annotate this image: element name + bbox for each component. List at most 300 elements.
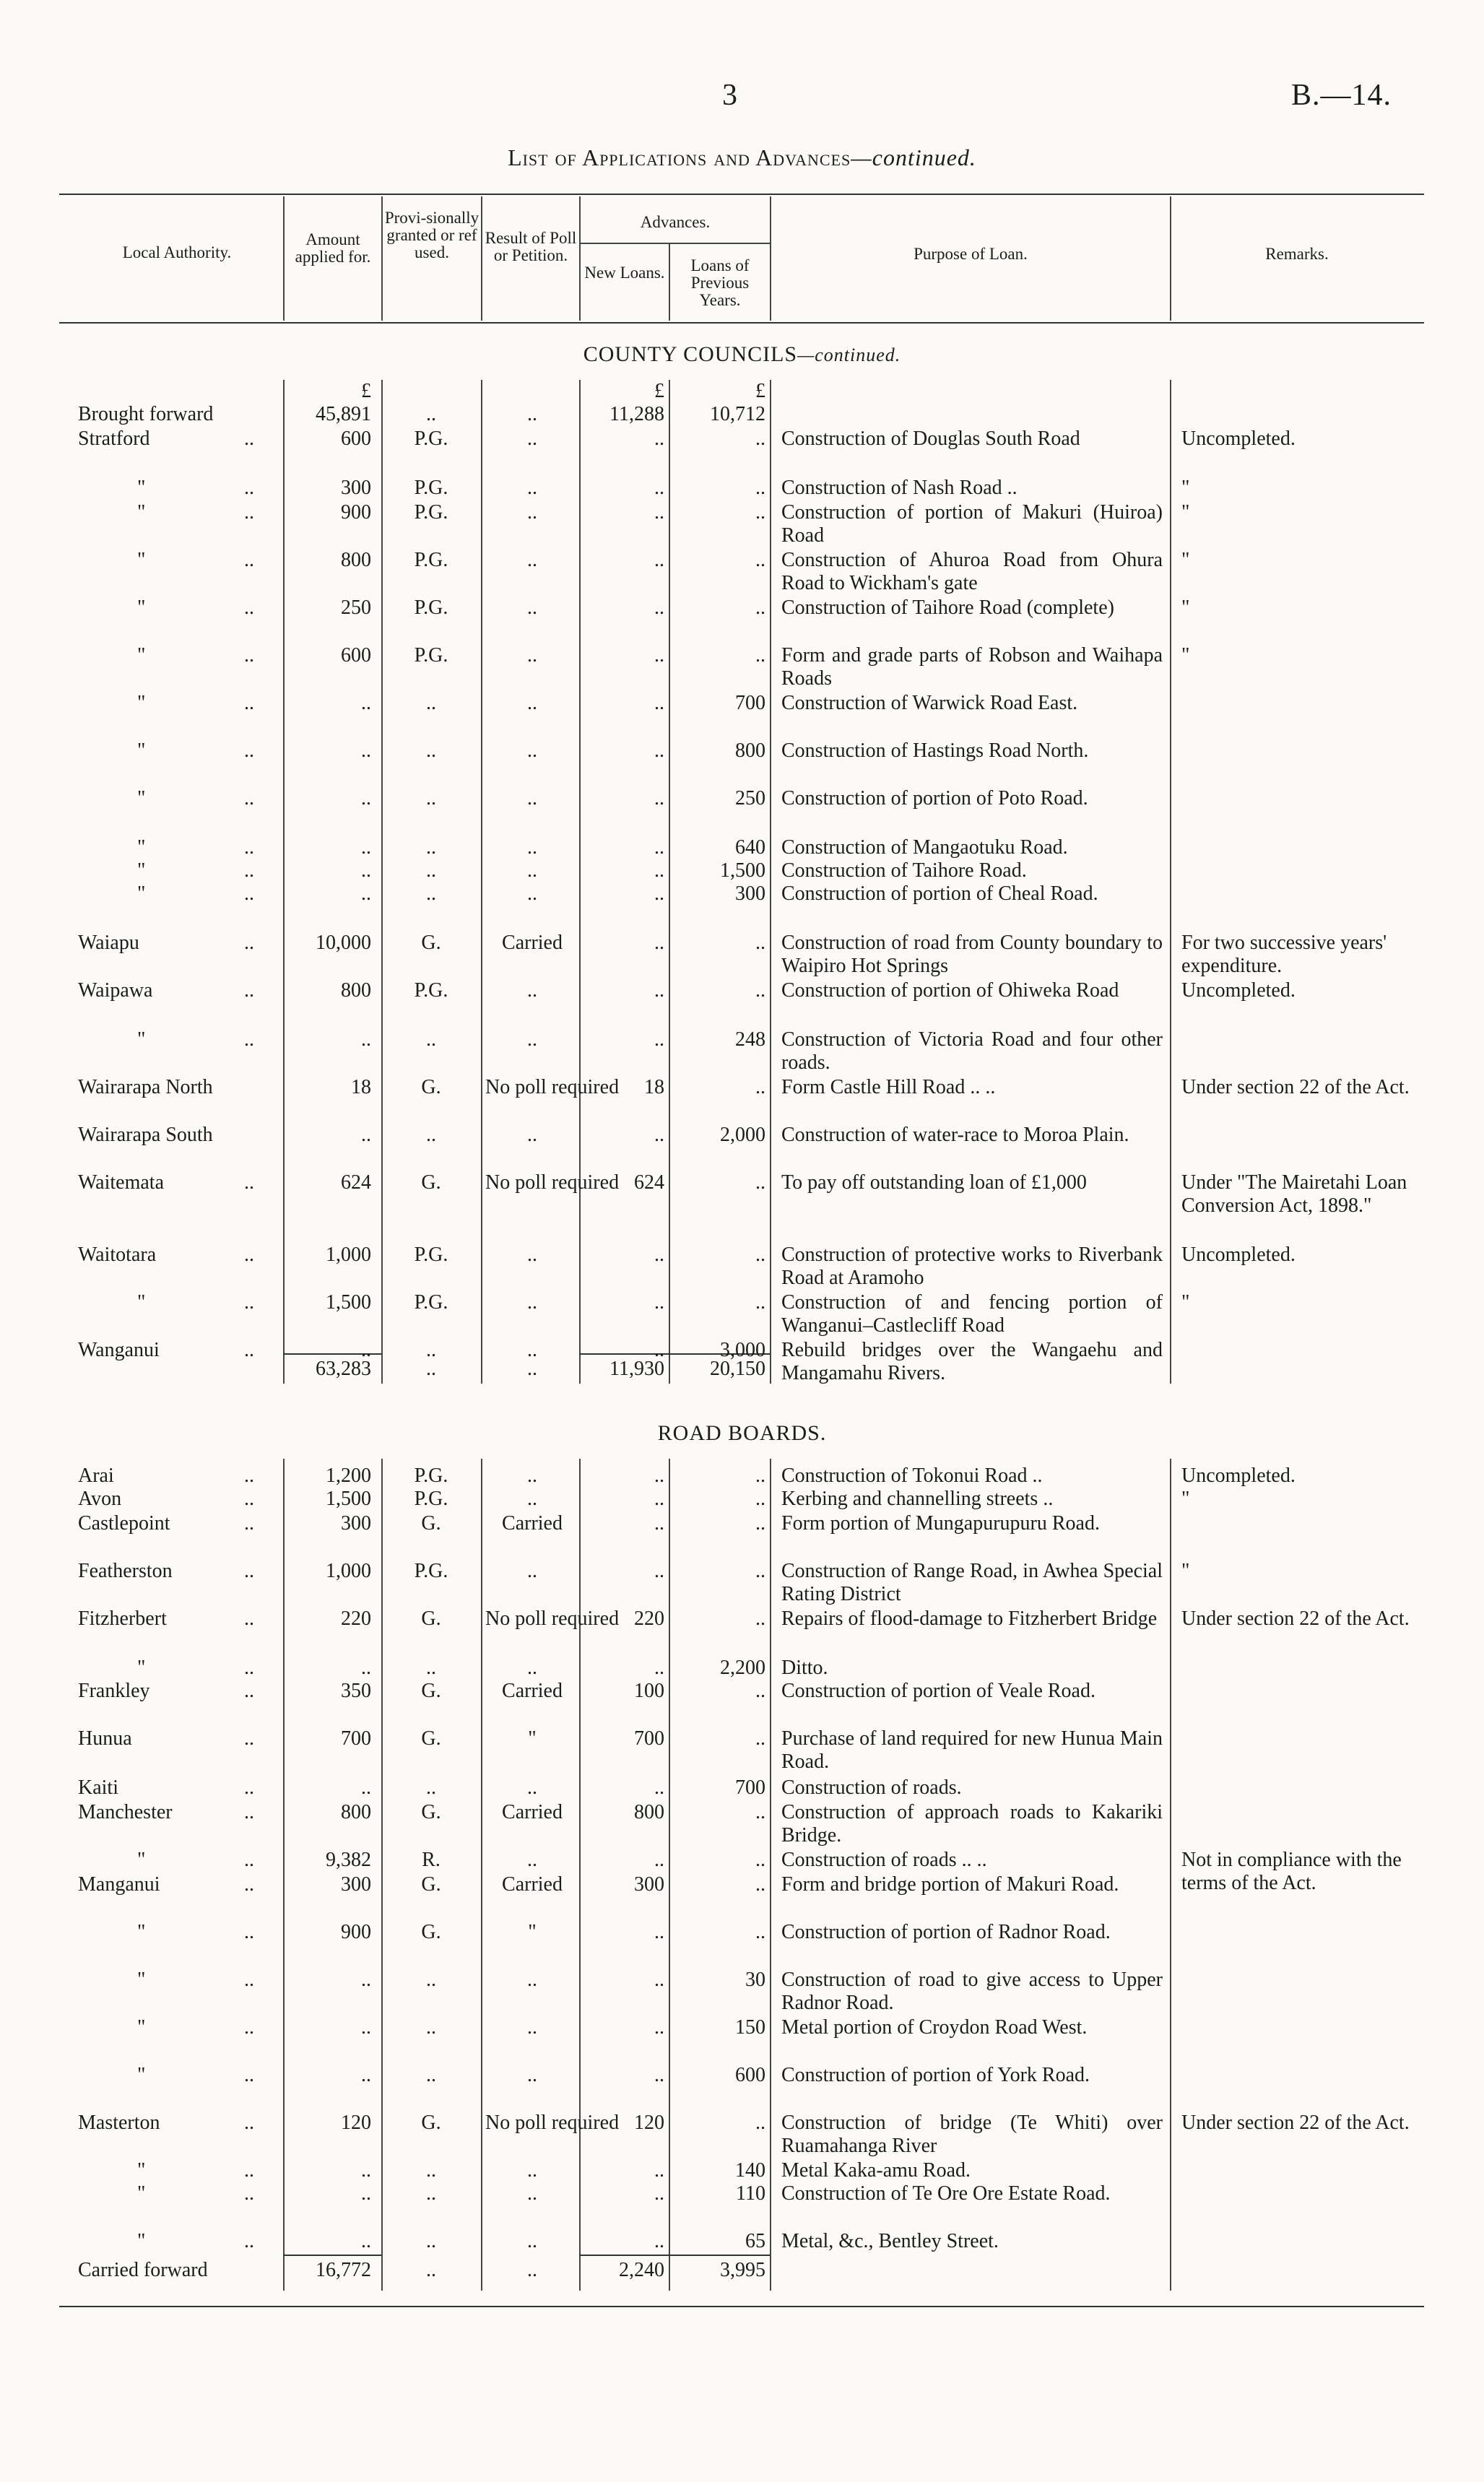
leader-dots: .. <box>244 836 254 859</box>
cell-auth: " <box>137 1849 146 1871</box>
leader-dots: .. <box>244 1291 254 1314</box>
cell-prev: .. <box>755 1291 765 1314</box>
page-number: 3 <box>722 79 737 112</box>
col-divider <box>770 380 771 1384</box>
cell-purp: Construction of Tokonui Road .. <box>781 1465 1043 1487</box>
cell-new: .. <box>654 1776 664 1799</box>
table-bottom-rule <box>59 2306 1424 2307</box>
leader-dots: .. <box>244 2230 254 2252</box>
cell-amt: .. <box>361 1776 371 1799</box>
cell-prov: .. <box>426 1657 436 1679</box>
cell-prev: 140 <box>735 2159 765 2182</box>
cell-amt: 600 <box>341 428 371 450</box>
header-local-authority: Local Authority. <box>122 243 232 261</box>
cell-prov: .. <box>426 882 436 905</box>
cell-purp: Construction of road from County boundary to Waipiro Hot Springs <box>781 932 1163 977</box>
header-bottom-rule <box>59 322 1424 324</box>
col-divider <box>579 196 581 321</box>
cell-new: £ <box>654 380 664 402</box>
leader-dots: .. <box>244 932 254 954</box>
leader-dots: .. <box>244 1028 254 1051</box>
cell-amt: .. <box>361 859 371 882</box>
cell-res: .. <box>527 859 537 882</box>
cell-prev: .. <box>755 428 765 450</box>
cell-prov: P.G. <box>414 501 448 524</box>
cell-prov: P.G. <box>414 1560 448 1582</box>
cell-prev: .. <box>755 1801 765 1823</box>
header-purpose: Purpose of Loan. <box>914 245 1028 263</box>
cell-purp: Construction of Hastings Road North. <box>781 739 1089 762</box>
cell-purp: To pay off outstanding loan of £1,000 <box>781 1171 1087 1194</box>
cell-res: .. <box>527 787 537 810</box>
cell-rem: Uncompleted. <box>1181 1465 1296 1487</box>
col-divider <box>481 196 482 321</box>
cell-purp: Construction of portion of Radnor Road. <box>781 1921 1111 1943</box>
cell-res: .. <box>527 477 537 499</box>
cell-res: .. <box>527 1560 537 1582</box>
cell-prov: .. <box>426 1776 436 1799</box>
header-top-rule <box>59 194 1424 195</box>
cell-amt: .. <box>361 739 371 762</box>
cell-prov: G. <box>421 932 441 954</box>
total-auth: Carried forward <box>78 2259 208 2281</box>
cell-amt: .. <box>361 1969 371 1991</box>
cell-amt: .. <box>361 1657 371 1679</box>
cell-rem: " <box>1181 501 1190 524</box>
leader-dots: .. <box>244 1607 254 1630</box>
cell-purp: Purchase of land required for new Hunua Main Road. <box>781 1727 1163 1773</box>
cell-prov: G. <box>421 1727 441 1750</box>
cell-auth: " <box>137 596 146 619</box>
cell-new: .. <box>654 549 664 571</box>
cell-new: 100 <box>634 1680 664 1702</box>
cell-prev: 800 <box>735 739 765 762</box>
cell-auth: Wanganui <box>78 1339 160 1361</box>
col-divider <box>770 1459 771 2291</box>
header-amount: Amount applied for. <box>295 230 371 266</box>
col-divider <box>579 380 581 1384</box>
cell-auth: Frankley <box>78 1680 150 1702</box>
cell-prov: .. <box>426 2064 436 2086</box>
total-res: .. <box>527 1358 537 1380</box>
header-advances: Advances. <box>640 213 711 231</box>
leader-dots: .. <box>244 1171 254 1194</box>
cell-amt: 10,000 <box>316 932 371 954</box>
cell-res: Carried <box>502 1873 563 1896</box>
cell-res: Carried <box>502 1680 563 1702</box>
cell-auth: " <box>137 692 146 714</box>
cell-purp: Rebuild bridges over the Wangaehu and Mangamahu Rivers. <box>781 1339 1163 1384</box>
cell-res: Carried <box>502 932 563 954</box>
cell-auth: " <box>137 477 146 499</box>
cell-prev: .. <box>755 1512 765 1535</box>
cell-auth: Hunua <box>78 1727 132 1750</box>
cell-prov: P.G. <box>414 549 448 571</box>
cell-auth: " <box>137 1028 146 1051</box>
cell-purp: Construction of and fencing portion of Wanganui–Castlecliff Road <box>781 1291 1163 1337</box>
cell-prov: .. <box>426 2016 436 2039</box>
cell-res: Carried <box>502 1801 563 1823</box>
cell-prev: 700 <box>735 1776 765 1799</box>
leader-dots: .. <box>244 1465 254 1487</box>
leader-dots: .. <box>244 1244 254 1266</box>
cell-auth: " <box>137 2016 146 2039</box>
cell-prov: G. <box>421 1512 441 1535</box>
cell-prev: 110 <box>736 2182 765 2205</box>
cell-prev: .. <box>755 1560 765 1582</box>
cell-amt: .. <box>361 1339 371 1361</box>
cell-prov: G. <box>421 1921 441 1943</box>
cell-amt: 1,000 <box>326 1244 371 1266</box>
total-prov: .. <box>426 2259 436 2281</box>
col-divider <box>1170 380 1171 1384</box>
cell-res: .. <box>527 882 537 905</box>
cell-prov: .. <box>426 1028 436 1051</box>
col-divider <box>1170 1459 1171 2291</box>
cell-purp: Construction of portion of York Road. <box>781 2064 1090 2086</box>
cell-auth: " <box>137 1291 146 1314</box>
cell-prov: .. <box>426 1339 436 1361</box>
col-divider <box>1170 196 1171 321</box>
cell-prev: 150 <box>735 2016 765 2039</box>
cell-rem: " <box>1181 644 1190 667</box>
cell-prev: .. <box>755 1849 765 1871</box>
cell-prov: .. <box>426 739 436 762</box>
cell-purp: Construction of Taihore Road. <box>781 859 1027 882</box>
cell-purp: Metal, &c., Bentley Street. <box>781 2230 999 2252</box>
cell-prov: P.G. <box>414 1488 448 1510</box>
cell-auth: " <box>137 739 146 762</box>
cell-auth: " <box>137 787 146 810</box>
cell-res: .. <box>527 836 537 859</box>
cell-purp: Construction of roads. <box>781 1776 962 1799</box>
leader-dots: .. <box>244 1776 254 1799</box>
leader-dots: .. <box>244 692 254 714</box>
total-amt: 63,283 <box>316 1358 371 1380</box>
cell-prov: .. <box>426 403 436 425</box>
cell-res: .. <box>527 1291 537 1314</box>
section-road-boards: ROAD BOARDS. <box>657 1421 827 1445</box>
total-prov: .. <box>426 1358 436 1380</box>
cell-res: .. <box>527 1657 537 1679</box>
cell-rem: For two successive years' expenditure. <box>1181 932 1387 977</box>
cell-new: 624 <box>634 1171 664 1194</box>
col-divider <box>381 196 383 321</box>
cell-purp: Construction of approach roads to Kakariki Bridge. <box>781 1801 1163 1847</box>
cell-res: .. <box>527 1244 537 1266</box>
cell-prev: 250 <box>735 787 765 810</box>
cell-purp: Construction of portion of Ohiweka Road <box>781 979 1119 1002</box>
cell-new: .. <box>654 2064 664 2086</box>
cell-amt: 600 <box>341 644 371 667</box>
leader-dots: .. <box>244 428 254 450</box>
leader-dots: .. <box>244 1680 254 1702</box>
cell-prev: 700 <box>735 692 765 714</box>
col-divider <box>481 1459 482 2291</box>
cell-purp: Metal Kaka-amu Road. <box>781 2159 971 2182</box>
leader-dots: .. <box>244 1801 254 1823</box>
cell-new: .. <box>654 1488 664 1510</box>
cell-prev: .. <box>755 932 765 954</box>
cell-auth: Brought forward <box>78 403 214 425</box>
cell-amt: .. <box>361 2159 371 2182</box>
cell-new: .. <box>654 979 664 1002</box>
cell-amt: 300 <box>341 477 371 499</box>
cell-auth: Wairarapa North <box>78 1076 213 1098</box>
cell-prov: G. <box>421 1801 441 1823</box>
cell-prov: .. <box>426 1969 436 1991</box>
cell-auth: Manganui <box>78 1873 160 1896</box>
cell-new: .. <box>654 1560 664 1582</box>
leader-dots: .. <box>244 859 254 882</box>
cell-res: Carried <box>502 1512 563 1535</box>
cell-new: .. <box>654 859 664 882</box>
cell-new: .. <box>654 2159 664 2182</box>
cell-new: .. <box>654 1339 664 1361</box>
cell-prov: G. <box>421 1076 441 1098</box>
total-new: 11,930 <box>609 1358 664 1380</box>
col-divider <box>481 380 482 1384</box>
cell-amt: .. <box>361 1124 371 1146</box>
leader-dots: .. <box>244 596 254 619</box>
col-divider <box>669 243 670 321</box>
cell-auth: Castlepoint <box>78 1512 170 1535</box>
cell-prov: .. <box>426 787 436 810</box>
cell-amt: 624 <box>341 1171 371 1194</box>
cell-prev: .. <box>755 644 765 667</box>
cell-res: .. <box>527 1028 537 1051</box>
cell-res: .. <box>527 2230 537 2252</box>
cell-res: .. <box>527 2064 537 2086</box>
cell-prev: .. <box>755 1607 765 1630</box>
cell-purp: Form Castle Hill Road .. .. <box>781 1076 996 1098</box>
cell-purp: Form and grade parts of Robson and Waihapa Roads <box>781 644 1163 690</box>
cell-purp: Construction of water-race to Moroa Plain. <box>781 1124 1129 1146</box>
cell-prov: P.G. <box>414 428 448 450</box>
cell-new: 800 <box>634 1801 664 1823</box>
cell-rem: " <box>1181 1291 1190 1314</box>
cell-rem: " <box>1181 549 1190 571</box>
cell-purp: Construction of Taihore Road (complete) <box>781 596 1114 619</box>
cell-res: .. <box>527 2016 537 2039</box>
total-prev: 20,150 <box>710 1358 765 1380</box>
cell-new: .. <box>654 932 664 954</box>
cell-auth: " <box>137 1969 146 1991</box>
cell-amt: 120 <box>341 2112 371 2134</box>
leader-dots: .. <box>244 2112 254 2134</box>
cell-amt: 1,500 <box>326 1291 371 1314</box>
cell-amt: 1,500 <box>326 1488 371 1510</box>
cell-amt: .. <box>361 2016 371 2039</box>
cell-res: " <box>528 1727 537 1750</box>
cell-res: .. <box>527 1776 537 1799</box>
cell-prev: 600 <box>735 2064 765 2086</box>
cell-rem: " <box>1181 1488 1190 1510</box>
cell-amt: 18 <box>351 1076 371 1098</box>
leader-dots: .. <box>244 1512 254 1535</box>
cell-amt: .. <box>361 882 371 905</box>
cell-new: .. <box>654 644 664 667</box>
cell-prev: 10,712 <box>710 403 765 425</box>
cell-purp: Kerbing and channelling streets .. <box>781 1488 1054 1510</box>
cell-prov: .. <box>426 2159 436 2182</box>
cell-prev: .. <box>755 1171 765 1194</box>
cell-auth: Stratford <box>78 428 150 450</box>
cell-prov: R. <box>422 1849 441 1871</box>
cell-amt: 1,200 <box>326 1465 371 1487</box>
cell-new: .. <box>654 1291 664 1314</box>
cell-amt: .. <box>361 2064 371 2086</box>
cell-prov: G. <box>421 2112 441 2134</box>
cell-amt: .. <box>361 2230 371 2252</box>
cell-new: .. <box>654 1512 664 1535</box>
cell-res: .. <box>527 1849 537 1871</box>
total-new: 2,240 <box>619 2259 664 2281</box>
cell-prev: .. <box>755 1488 765 1510</box>
leader-dots: .. <box>244 2159 254 2182</box>
cell-amt: 900 <box>341 501 371 524</box>
cell-auth: Wairarapa South <box>78 1124 213 1146</box>
cell-auth: Avon <box>78 1488 122 1510</box>
col-divider <box>283 196 285 321</box>
title-main: List of Applications and Advances <box>508 144 851 170</box>
cell-prov: G. <box>421 1171 441 1194</box>
cell-prev: 2,000 <box>720 1124 765 1146</box>
cell-auth: " <box>137 2064 146 2086</box>
cell-rem: Not in compliance with the terms of the Act. <box>1181 1849 1402 1894</box>
cell-new: .. <box>654 1969 664 1991</box>
cell-amt: 220 <box>341 1607 371 1630</box>
cell-prov: P.G. <box>414 1465 448 1487</box>
cell-prev: .. <box>755 2112 765 2134</box>
cell-prev: .. <box>755 1465 765 1487</box>
cell-new: 220 <box>634 1607 664 1630</box>
cell-prov: .. <box>426 1124 436 1146</box>
cell-new: 120 <box>634 2112 664 2134</box>
cell-amt: 350 <box>341 1680 371 1702</box>
cell-res: .. <box>527 1969 537 1991</box>
cell-auth: Waiapu <box>78 932 139 954</box>
cell-res: .. <box>527 1465 537 1487</box>
cell-amt: 700 <box>341 1727 371 1750</box>
cell-auth: " <box>137 549 146 571</box>
header-result: Result of Poll or Petition. <box>485 229 577 264</box>
cell-amt: .. <box>361 1028 371 1051</box>
leader-dots: .. <box>244 2182 254 2205</box>
cell-res: .. <box>527 739 537 762</box>
cell-prov: G. <box>421 1680 441 1702</box>
cell-prev: £ <box>755 380 765 402</box>
leader-dots: .. <box>244 1727 254 1750</box>
cell-prev: 30 <box>745 1969 765 1991</box>
cell-new: .. <box>654 692 664 714</box>
cell-prev: .. <box>755 1921 765 1943</box>
cell-res: .. <box>527 1339 537 1361</box>
page-title <box>0 144 1484 171</box>
cell-prev: .. <box>755 1680 765 1702</box>
cell-rem: " <box>1181 477 1190 499</box>
cell-prov: .. <box>426 836 436 859</box>
cell-auth: Waitotara <box>78 1244 157 1266</box>
cell-auth: Waitemata <box>78 1171 165 1194</box>
leader-dots: .. <box>244 1560 254 1582</box>
cell-res: .. <box>527 596 537 619</box>
cell-auth: " <box>137 2230 146 2252</box>
leader-dots: .. <box>244 549 254 571</box>
cell-prev: 640 <box>735 836 765 859</box>
cell-prev: 300 <box>735 882 765 905</box>
cell-prov: P.G. <box>414 477 448 499</box>
cell-new: .. <box>654 2230 664 2252</box>
cell-res: No poll required <box>485 1171 620 1194</box>
cell-prov: P.G. <box>414 596 448 619</box>
cell-auth: Featherston <box>78 1560 173 1582</box>
cell-prov: G. <box>421 1607 441 1630</box>
cell-new: .. <box>654 428 664 450</box>
cell-purp: Construction of Mangaotuku Road. <box>781 836 1068 859</box>
leader-dots: .. <box>244 1873 254 1896</box>
leader-dots: .. <box>244 1657 254 1679</box>
cell-prov: .. <box>426 2230 436 2252</box>
cell-auth: " <box>137 501 146 524</box>
cell-res: .. <box>527 549 537 571</box>
cell-rem: Uncompleted. <box>1181 979 1296 1002</box>
cell-res: .. <box>527 1124 537 1146</box>
cell-prev: .. <box>755 1244 765 1266</box>
leader-dots: .. <box>244 739 254 762</box>
cell-prev: .. <box>755 1873 765 1896</box>
cell-purp: Construction of protective works to Riverbank Road at Aramoho <box>781 1244 1163 1289</box>
cell-prev: .. <box>755 596 765 619</box>
cell-res: .. <box>527 1488 537 1510</box>
cell-new: 18 <box>644 1076 664 1098</box>
cell-purp: Construction of Nash Road .. <box>781 477 1017 499</box>
section-county-councils <box>0 342 1484 367</box>
cell-new: .. <box>654 787 664 810</box>
cell-prev: .. <box>755 1727 765 1750</box>
cell-amt: 9,382 <box>326 1849 371 1871</box>
col-divider <box>579 1459 581 2291</box>
cell-auth: Masterton <box>78 2112 160 2134</box>
cell-purp: Form and bridge portion of Makuri Road. <box>781 1873 1119 1896</box>
total-rule <box>579 2255 770 2256</box>
col-divider <box>770 196 771 321</box>
cell-prev: .. <box>755 979 765 1002</box>
cell-purp: Construction of portion of Poto Road. <box>781 787 1088 810</box>
cell-purp: Metal portion of Croydon Road West. <box>781 2016 1088 2039</box>
leader-dots: .. <box>244 501 254 524</box>
cell-auth: Manchester <box>78 1801 173 1823</box>
cell-rem: Under "The Mairetahi Loan Conversion Act, 1898." <box>1181 1171 1407 1217</box>
cell-new: .. <box>654 882 664 905</box>
leader-dots: .. <box>244 1488 254 1510</box>
cell-new: .. <box>654 1244 664 1266</box>
cell-res: .. <box>527 403 537 425</box>
cell-rem: Under section 22 of the Act. <box>1181 1607 1410 1630</box>
cell-prev: 65 <box>745 2230 765 2252</box>
cell-purp: Ditto. <box>781 1657 828 1679</box>
cell-purp: Construction of portion of Veale Road. <box>781 1680 1095 1702</box>
cell-res: .. <box>527 2182 537 2205</box>
section-suffix: —continued. <box>797 344 901 365</box>
cell-rem: Under section 22 of the Act. <box>1181 2112 1410 2134</box>
cell-amt: 800 <box>341 1801 371 1823</box>
cell-res: .. <box>527 2159 537 2182</box>
cell-new: .. <box>654 2182 664 2205</box>
cell-amt: .. <box>361 2182 371 2205</box>
cell-purp: Construction of Douglas South Road <box>781 428 1080 450</box>
cell-auth: " <box>137 2182 146 2205</box>
